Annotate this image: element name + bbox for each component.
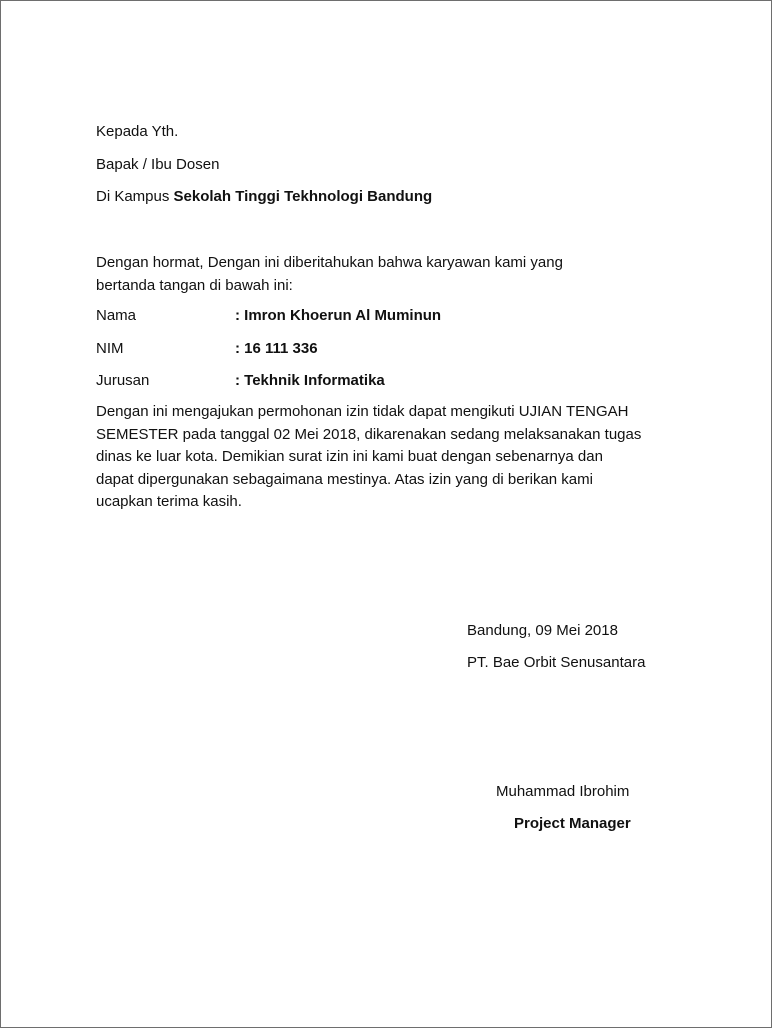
- body-line: dapat dipergunakan sebagaimana mestinya. Atas izin yang di berikan kami: [96, 470, 593, 488]
- opening-line: bertanda tangan di bawah ini:: [96, 276, 293, 294]
- field-value: : Tekhnik Informatika: [235, 372, 385, 389]
- place-date: Bandung, 09 Mei 2018: [467, 622, 618, 639]
- field-label: NIM: [96, 340, 124, 357]
- recipient-institution: Sekolah Tinggi Tekhnologi Bandung: [173, 188, 433, 205]
- signer-name: Muhammad Ibrohim: [496, 783, 630, 800]
- company-name: PT. Bae Orbit Senusantara: [467, 654, 646, 671]
- field-value: : Imron Khoerun Al Muminun: [235, 307, 442, 324]
- opening-line: Dengan hormat, Dengan ini diberitahukan bahwa karyawan kami yang: [96, 254, 563, 271]
- field-label: Nama: [96, 307, 137, 324]
- field-label: Jurusan: [96, 372, 150, 389]
- field-nim: [96, 338, 656, 360]
- field-jurusan: [96, 370, 656, 392]
- body-line: dinas ke luar kota. Demikian surat izin ini kami buat dengan sebenarnya dan: [96, 448, 603, 465]
- field-value: : 16 111 336: [235, 340, 318, 357]
- recipient-line-1: Kepada Yth.: [96, 123, 179, 140]
- recipient-line-3: [96, 186, 432, 208]
- signer-title: Project Manager: [514, 815, 631, 832]
- body-line: SEMESTER pada tanggal 02 Mei 2018, dikarenakan sedang melaksanakan tugas: [96, 425, 642, 443]
- body-line: Dengan ini mengajukan permohonan izin tidak dapat mengikuti UJIAN TENGAH: [96, 403, 629, 420]
- recipient-line-2: Bapak / Ibu Dosen: [96, 156, 220, 173]
- body-paragraph: [96, 401, 666, 514]
- opening-paragraph: [96, 252, 666, 297]
- body-line: ucapkan terima kasih.: [96, 493, 242, 510]
- field-nama: [96, 305, 656, 327]
- recipient-line-3-prefix: Di Kampus: [96, 188, 174, 205]
